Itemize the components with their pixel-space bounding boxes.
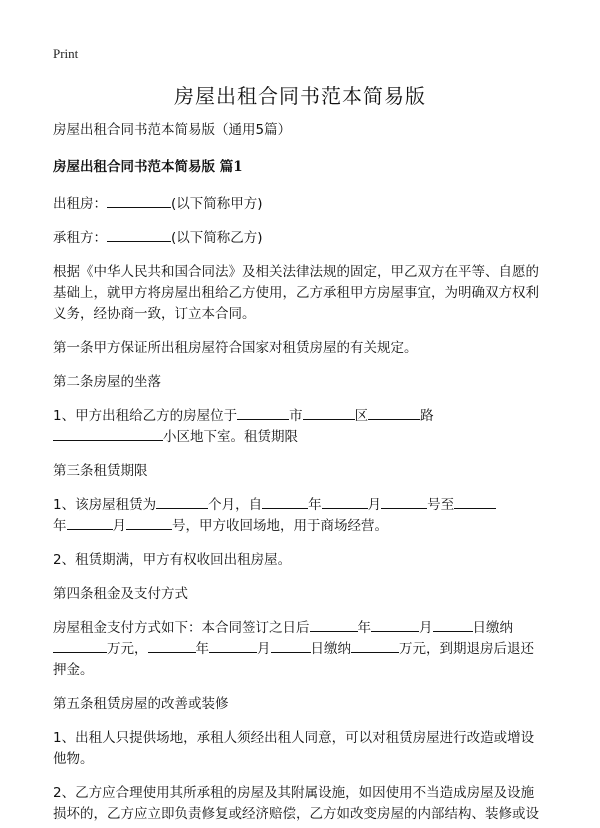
- article2-item1: [53, 406, 547, 448]
- article5-item1: 1、出租人只提供场地，承租人须经出租人同意，可以对租赁房屋进行改造或增设他物。: [53, 730, 535, 767]
- article4-body: [53, 618, 547, 681]
- document-title: 房屋出租合同书范本简易版: [174, 84, 426, 108]
- district-label: 区: [354, 408, 369, 424]
- lessee-blank: [107, 228, 171, 242]
- start-month-label: 月: [367, 497, 382, 513]
- city-label: 市: [289, 408, 303, 424]
- lessor-line: [53, 194, 547, 215]
- article3-item1: [53, 495, 547, 537]
- lessee-label: 承租方：: [53, 230, 107, 246]
- pay1-amount-blank: [53, 639, 107, 653]
- months-label: 个月，自: [208, 497, 263, 513]
- article3-item1-suffix: 号，甲方收回场地，用于商场经营。: [172, 518, 388, 534]
- pay2-month-label: 月: [257, 641, 271, 657]
- pay1-year-blank: [310, 618, 358, 632]
- document-body: [53, 120, 547, 825]
- lessor-blank: [107, 194, 171, 208]
- end-month-label: 月: [112, 518, 126, 534]
- months-blank: [156, 495, 208, 509]
- start-day-blank: [381, 495, 427, 509]
- city-blank: [237, 406, 289, 420]
- pay1-amount-label: 万元，: [107, 641, 148, 657]
- start-year-blank: [262, 495, 308, 509]
- end-year-label: 年: [53, 518, 67, 534]
- article5-item2: 2、乙方应合理使用其所承租的房屋及其附属设施，如因使用不当造成房屋及设施损坏的，乙方应立即负责修复或经济赔偿，乙方如改变房屋的内部结构、装修或设: [53, 785, 539, 822]
- article2-item1-suffix: 小区地下室。租赁期限: [163, 429, 298, 445]
- lessor-suffix: (以下简称甲方): [171, 196, 263, 212]
- pay1-month-label: 月: [419, 620, 433, 636]
- pay1-month-blank: [371, 618, 419, 632]
- end-day-blank: [126, 516, 172, 530]
- article4-heading: 第四条租金及支付方式: [53, 586, 188, 602]
- article5-heading: 第五条租赁房屋的改善或装修: [53, 696, 229, 712]
- pay1-day-blank: [433, 618, 473, 632]
- district-blank: [303, 406, 355, 420]
- article3-item1-prefix: 1、该房屋租赁为: [53, 497, 157, 513]
- pay2-amount-label: 万元，到期退房后退还押金。: [53, 641, 534, 678]
- community-blank: [53, 427, 163, 441]
- start-year-label: 年: [308, 497, 322, 513]
- article4-prefix: 房屋租金支付方式如下：本合同签订之日后: [53, 620, 310, 636]
- print-label: Print: [53, 46, 79, 61]
- end-year-blank-start: [454, 495, 496, 509]
- end-month-blank: [67, 516, 113, 530]
- intro-paragraph: 根据《中华人民共和国合同法》及相关法律法规的固定，甲乙双方在平等、自愿的基础上，就甲方将房屋出租给乙方使用，乙方承租甲方房屋事宜，为明确双方权利义务，经协商一致，订立本合同。: [53, 264, 539, 322]
- start-month-blank: [322, 495, 368, 509]
- article2-item1-prefix: 1、甲方出租给乙方的房屋位于: [53, 408, 238, 424]
- article3-item2: 2、租赁期满，甲方有权收回出租房屋。: [53, 552, 292, 568]
- pay1-day-label: 日缴纳: [472, 620, 513, 636]
- pay2-year-label: 年: [195, 641, 209, 657]
- pay2-day-blank: [271, 639, 311, 653]
- pay2-year-blank: [148, 639, 196, 653]
- article3-heading: 第三条租赁期限: [53, 463, 148, 479]
- lessee-suffix: (以下简称乙方): [171, 230, 263, 246]
- lessor-label: 出租房：: [53, 196, 107, 212]
- start-day-label: 号至: [427, 497, 455, 513]
- road-blank: [368, 406, 420, 420]
- article2-heading: 第二条房屋的坐落: [53, 374, 161, 390]
- document-subtitle: 房屋出租合同书范本简易版（通用5篇）: [53, 122, 292, 138]
- article1-paragraph: 第一条甲方保证所出租房屋符合国家对租赁房屋的有关规定。: [53, 340, 418, 356]
- section-heading: 房屋出租合同书范本简易版 篇1: [53, 159, 243, 175]
- pay2-day-label: 日缴纳: [310, 641, 351, 657]
- pay1-year-label: 年: [357, 620, 371, 636]
- lessee-line: [53, 228, 547, 249]
- road-label: 路: [420, 408, 434, 424]
- pay2-amount-blank: [351, 639, 399, 653]
- pay2-month-blank: [209, 639, 257, 653]
